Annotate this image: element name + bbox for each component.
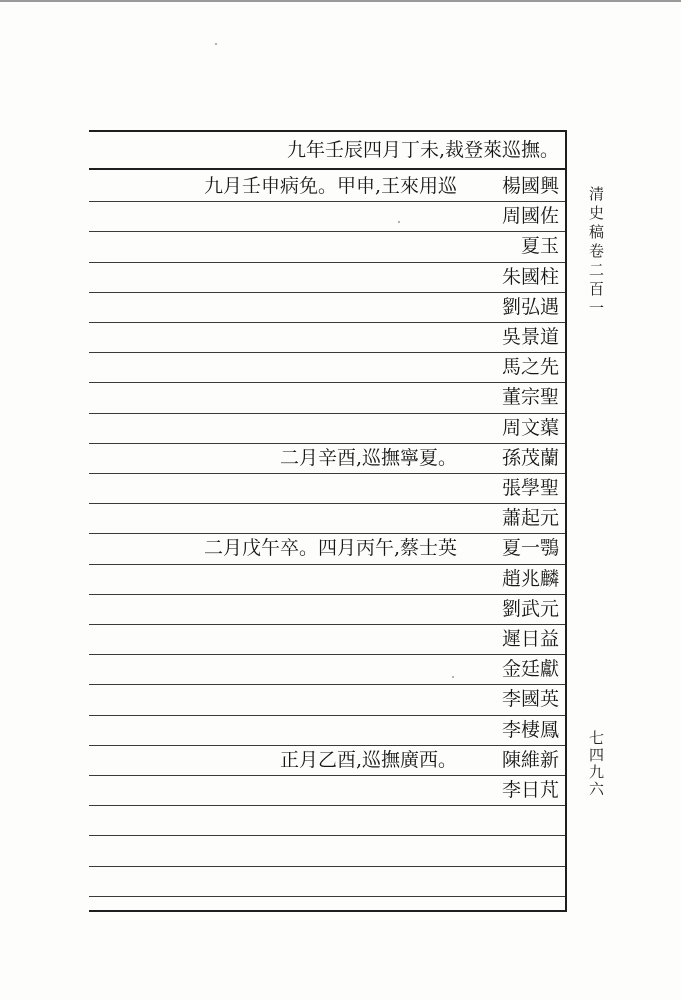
table-row: [89, 353, 565, 383]
table-row: [89, 414, 565, 444]
table-row: [89, 806, 565, 836]
paper-speck: [215, 43, 217, 45]
official-name: 夏一鶚: [501, 537, 559, 560]
official-name: 李國英: [501, 688, 559, 711]
table-header-row: [89, 132, 565, 170]
table-bottom-rule: [89, 910, 567, 912]
table-row: [89, 716, 565, 746]
table-row: [89, 776, 565, 806]
table-row: [89, 746, 565, 776]
appointment-remark: 九月壬申病免。甲申,王來用巡: [203, 175, 457, 198]
page-number: 七四九六: [587, 730, 605, 798]
table-row: [89, 534, 565, 564]
official-name: 張學聖: [501, 477, 559, 500]
official-name: 周文蕖: [501, 416, 559, 439]
appointment-remark: 正月乙酉,巡撫廣西。: [279, 748, 457, 771]
table-row: [89, 504, 565, 534]
official-name: 吳景道: [501, 326, 559, 349]
official-name: 楊國興: [501, 175, 559, 198]
official-name: 李棲鳳: [501, 718, 559, 741]
table-row: [89, 263, 565, 293]
official-name: 蕭起元: [501, 507, 559, 530]
table-right-rule: [565, 130, 567, 912]
table-row: [89, 323, 565, 353]
official-name: 遲日益: [501, 628, 559, 651]
table-row: [89, 474, 565, 504]
table-row: [89, 232, 565, 262]
official-name: 金廷獻: [501, 658, 559, 681]
table-row: [89, 293, 565, 323]
table-row: [89, 595, 565, 625]
table-row: [89, 444, 565, 474]
table-row: [89, 655, 565, 685]
table-row: [89, 685, 565, 715]
table-row: [89, 172, 565, 202]
table-row: [89, 625, 565, 655]
header-text: 九年壬辰四月丁未,裁登萊巡撫。: [286, 138, 559, 161]
book-title-margin: 清史稿卷二百一: [587, 186, 605, 319]
official-name: 劉武元: [501, 597, 559, 620]
table-row: [89, 383, 565, 413]
table-row: [89, 867, 565, 897]
paper-speck: [398, 221, 400, 223]
paper-speck: [452, 676, 454, 678]
table-row: [89, 565, 565, 595]
official-roster-table: [89, 130, 567, 912]
official-name: 董宗聖: [501, 386, 559, 409]
official-name: 朱國柱: [501, 265, 559, 288]
appointment-remark: 二月戊午卒。四月丙午,蔡士英: [203, 537, 457, 560]
appointment-remark: 二月辛酉,巡撫寧夏。: [279, 446, 457, 469]
table-row: [89, 202, 565, 232]
official-name: 夏玉: [520, 235, 559, 258]
official-name: 李日芃: [501, 779, 559, 802]
official-name: 馬之先: [501, 356, 559, 379]
table-row: [89, 836, 565, 866]
page-top-edge: [0, 0, 681, 2]
official-name: 孫茂蘭: [501, 446, 559, 469]
official-name: 劉弘遇: [501, 295, 559, 318]
official-name: 趙兆麟: [501, 567, 559, 590]
official-name: 周國佐: [501, 205, 559, 228]
official-name: 陳維新: [501, 748, 559, 771]
